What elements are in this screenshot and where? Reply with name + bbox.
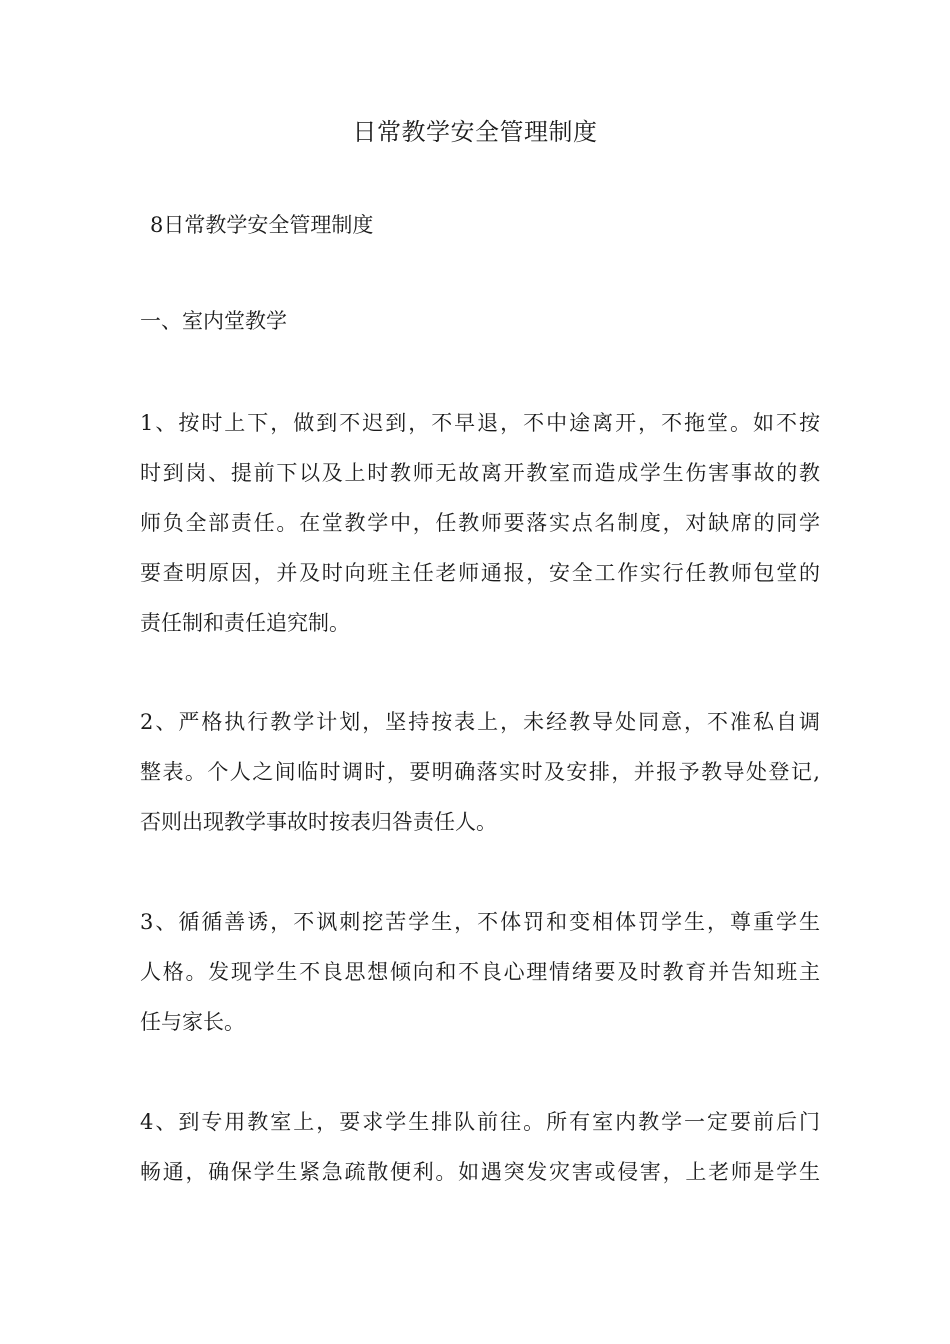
paragraph-line: 人格。发现学生不良思想倾向和不良心理情绪要及时教育并告知班主: [140, 960, 820, 984]
paragraph-line: 整表。个人之间临时调时，要明确落实时及安排，并报予教导处登记,: [140, 760, 820, 784]
section-heading: 一、室内堂教学: [140, 309, 287, 333]
paragraph-1: [140, 398, 820, 648]
paragraph-line: 师负全部责任。在堂教学中，任教师要落实点名制度，对缺席的同学: [140, 511, 820, 535]
paragraph-4: [140, 1097, 820, 1197]
paragraph-line: 否则出现教学事故时按表归咎责任人。: [140, 810, 497, 834]
paragraph-2: [140, 697, 820, 847]
paragraph-line: 责任制和责任追究制。: [140, 611, 350, 635]
paragraph-line: 任与家长。: [140, 1010, 245, 1034]
document-subtitle: 8日常教学安全管理制度: [150, 213, 374, 237]
paragraph-3: [140, 897, 820, 1047]
paragraph-line: 1、按时上下，做到不迟到，不早退，不中途离开，不拖堂。如不按: [140, 411, 820, 435]
paragraph-line: 4、到专用教室上，要求学生排队前往。所有室内教学一定要前后门: [140, 1110, 820, 1134]
paragraph-line: 畅通，确保学生紧急疏散便利。如遇突发灾害或侵害，上老师是学生: [140, 1160, 820, 1184]
paragraph-line: 要查明原因，并及时向班主任老师通报，安全工作实行任教师包堂的: [140, 561, 820, 585]
paragraph-line: 2、严格执行教学计划，坚持按表上，未经教导处同意，不准私自调: [140, 710, 820, 734]
paragraph-line: 时到岗、提前下以及上时教师无故离开教室而造成学生伤害事故的教: [140, 461, 820, 485]
document-title: 日常教学安全管理制度: [352, 118, 598, 146]
paragraph-line: 3、循循善诱，不讽刺挖苦学生，不体罚和变相体罚学生，尊重学生: [140, 910, 820, 934]
